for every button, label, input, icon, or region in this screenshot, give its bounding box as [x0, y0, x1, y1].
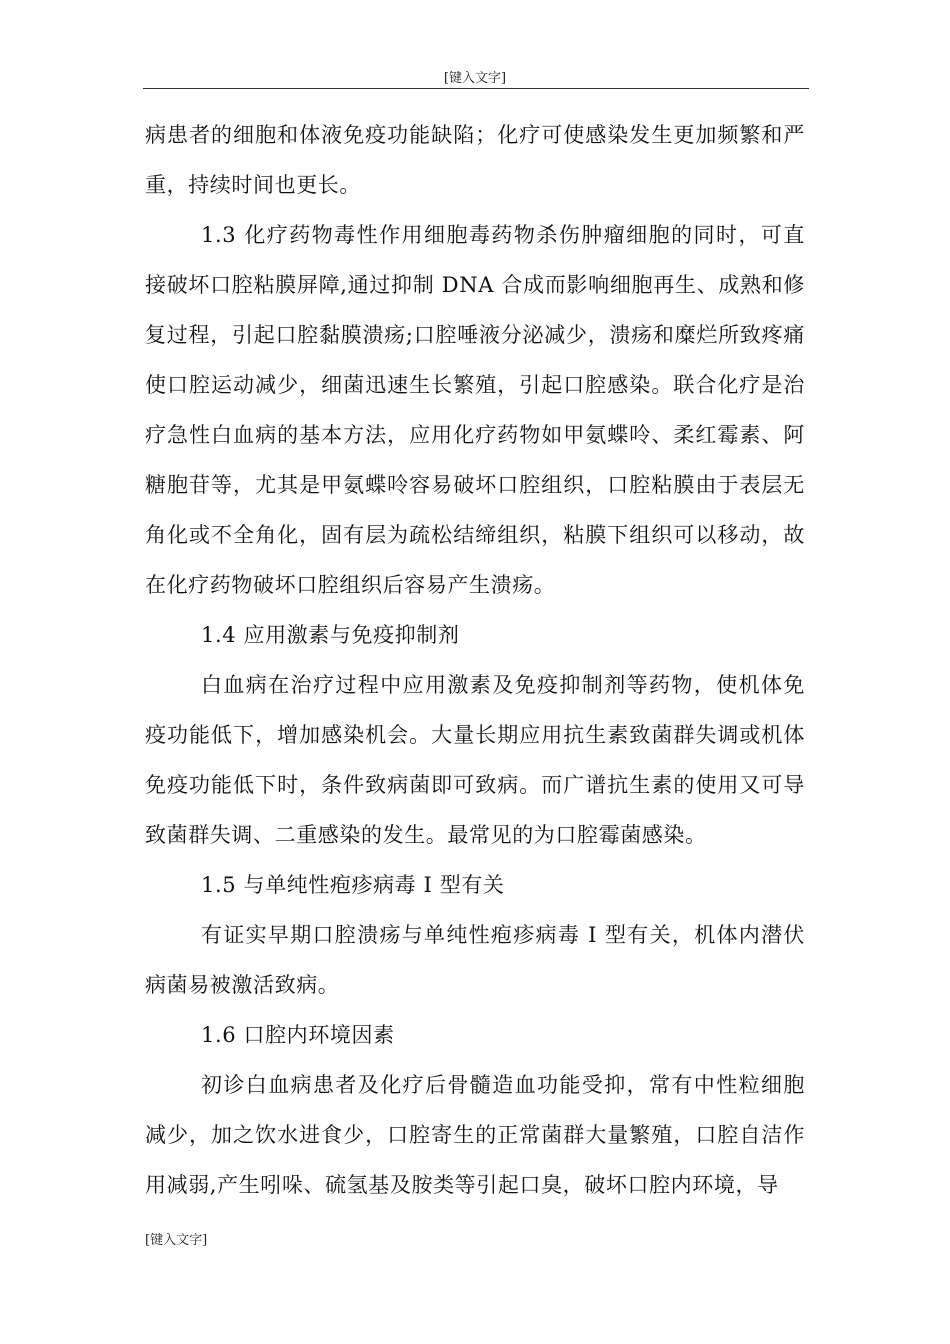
paragraph-section-1-5: 有证实早期口腔溃疡与单纯性疱疹病毒 I 型有关，机体内潜伏病菌易被激活致病。 [145, 923, 805, 997]
heading-section-1-4: 1.4 应用激素与免疫抑制剂 [201, 623, 460, 647]
paragraph-section-1-3: 1.3 化疗药物毒性作用细胞毒药物杀伤肿瘤细胞的同时，可直接破坏口腔粘膜屏障,通过抑制 DNA 合成而影响细胞再生、成熟和修复过程，引起口腔黏膜溃疡;口腔唾液分泌减少，溃疡和糜烂所致疼痛使口腔运动减少，细菌迅速生长繁殖，引起口腔感染。联合化疗是治疗急性白血病的基本方法，应用化疗药物如甲氨蝶呤、柔红霉素、阿糖胞苷等，尤其是甲氨蝶呤容易破坏口腔组织，口腔粘膜由于表层无角化或不全角化，固有层为疏松结缔组织，粘膜下组织可以移动，故在化疗药物破坏口腔组织后容易产生溃疡。 [145, 223, 805, 597]
page-header: [键入文字] [443, 71, 507, 86]
heading-section-1-5: 1.5 与单纯性疱疹病毒 I 型有关 [201, 873, 505, 897]
paragraph-section-1-4: 白血病在治疗过程中应用激素及免疫抑制剂等药物，使机体免疫功能低下，增加感染机会。大量长期应用抗生素致菌群失调或机体免疫功能低下时，条件致病菌即可致病。而广谱抗生素的使用又可导致菌群失调、二重感染的发生。最常见的为口腔霉菌感染。 [145, 673, 805, 847]
heading-section-1-6: 1.6 口腔内环境因素 [201, 1023, 395, 1047]
document-body [145, 110, 805, 1210]
page-footer: [键入文字] [145, 1233, 208, 1248]
paragraph-section-1-6: 初诊白血病患者及化疗后骨髓造血功能受抑，常有中性粒细胞减少，加之饮水进食少，口腔寄生的正常菌群大量繁殖，口腔自洁作用减弱,产生吲哚、硫氢基及胺类等引起口臭，破坏口腔内环境，导 [145, 1073, 805, 1197]
header-rule [143, 88, 809, 89]
paragraph-continuation: 病患者的细胞和体液免疫功能缺陷；化疗可使感染发生更加频繁和严重，持续时间也更长。 [145, 123, 805, 197]
